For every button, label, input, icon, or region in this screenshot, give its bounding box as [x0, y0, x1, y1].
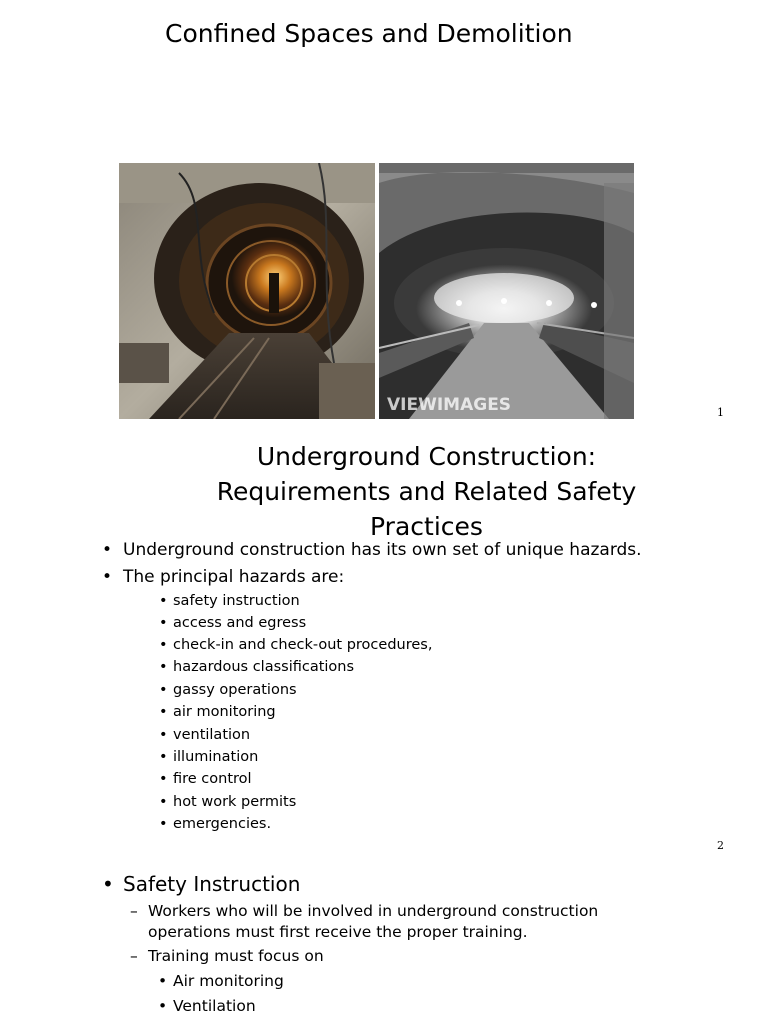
- dash-item: [130, 946, 658, 967]
- dash-marker: –: [130, 902, 138, 920]
- dash-item: [130, 901, 658, 943]
- hazard-item: • gassy operations: [159, 682, 297, 698]
- dash-text: Training must focus on: [148, 947, 324, 965]
- bullet-dot: •: [102, 540, 113, 560]
- slide-title: Underground Construction: Requirements and Related Safety Practices: [216, 442, 637, 541]
- hazard-item: • fire control: [159, 771, 252, 787]
- slide-title: Confined Spaces and Demolition: [165, 19, 573, 48]
- heading-text: Safety Instruction: [123, 872, 301, 896]
- hazard-item: • hot work permits: [159, 794, 297, 810]
- dash-text: Workers who will be involved in underground construction operations must first receive the proper training.: [148, 902, 599, 941]
- hazard-item: • emergencies.: [159, 816, 272, 832]
- bullet-item: [102, 540, 642, 560]
- watermark: VIEWIMAGES: [387, 395, 512, 415]
- hazard-item: • illumination: [159, 749, 259, 765]
- sub-item: • Air monitoring: [158, 972, 284, 990]
- dash-marker: –: [130, 947, 138, 965]
- hazard-item: • check-in and check-out procedures,: [159, 637, 433, 653]
- hazard-item: • safety instruction: [159, 593, 300, 609]
- bullet-dot: •: [102, 567, 113, 587]
- page-number: 2: [717, 839, 724, 852]
- sub-item: • Ventilation: [158, 997, 256, 1015]
- hazard-item: • access and egress: [159, 615, 307, 631]
- section-heading: [102, 872, 301, 896]
- page-number: 1: [717, 406, 724, 419]
- bullet-dot: •: [102, 872, 114, 896]
- mine-photo: [379, 163, 634, 419]
- bullet-item: [102, 567, 345, 587]
- bullet-text: Underground construction has its own set of unique hazards.: [123, 540, 642, 560]
- bullet-text: The principal hazards are:: [123, 567, 345, 587]
- tunnel-photo: [119, 163, 375, 419]
- hazard-item: • air monitoring: [159, 704, 276, 720]
- hazard-item: • ventilation: [159, 727, 251, 743]
- hazard-item: • hazardous classifications: [159, 659, 355, 675]
